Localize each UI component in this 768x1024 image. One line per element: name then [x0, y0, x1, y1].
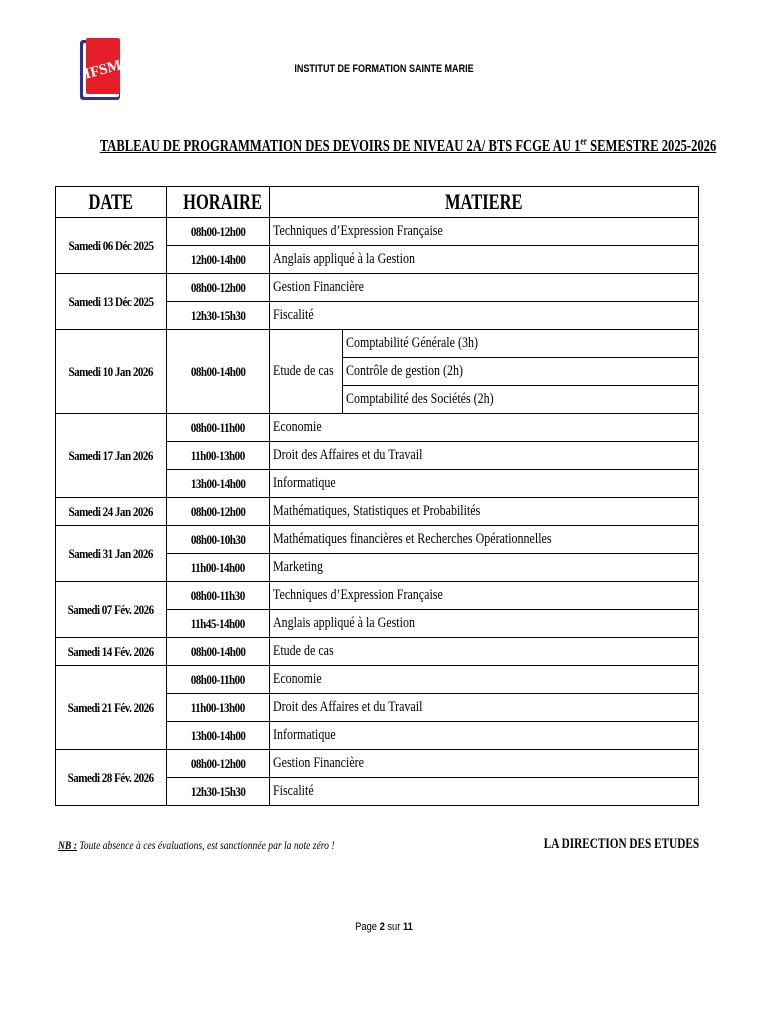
subject-cell: Mathématiques financières et Recherches Opérationnelles	[270, 526, 699, 554]
time-cell: 08h00-12h00	[167, 274, 270, 302]
date-cell: Samedi 28 Fév. 2026	[56, 750, 167, 806]
header-date: DATE	[56, 187, 167, 218]
table-row	[56, 414, 699, 442]
subject-cell: Droit des Affaires et du Travail	[270, 694, 699, 722]
nb-note	[58, 838, 335, 853]
time-cell: 11h00-13h00	[167, 694, 270, 722]
title-rest: SEMESTRE 2025-2026	[586, 136, 717, 155]
time-cell: 12h30-15h30	[167, 778, 270, 806]
date-cell: Samedi 24 Jan 2026	[56, 498, 167, 526]
subject-cell: Etude de cas	[270, 638, 699, 666]
subject-cell: Gestion Financière	[270, 750, 699, 778]
case-study-subject: Contrôle de gestion (2h)	[343, 358, 699, 386]
time-cell: 08h00-14h00	[167, 330, 270, 414]
date-cell: Samedi 17 Jan 2026	[56, 414, 167, 498]
time-cell: 08h00-12h00	[167, 218, 270, 246]
time-cell: 11h00-13h00	[167, 442, 270, 470]
date-cell: Samedi 13 Déc 2025	[56, 274, 167, 330]
case-study-subject: Comptabilité des Sociétés (2h)	[343, 386, 699, 414]
page-title	[99, 136, 717, 156]
case-study-label: Etude de cas	[270, 330, 343, 414]
time-cell: 08h00-10h30	[167, 526, 270, 554]
table-row	[56, 218, 699, 246]
date-cell: Samedi 06 Déc 2025	[56, 218, 167, 274]
date-cell: Samedi 10 Jan 2026	[56, 330, 167, 414]
header-horaire: HORAIRE	[167, 187, 270, 218]
time-cell: 12h30-15h30	[167, 302, 270, 330]
time-cell: 13h00-14h00	[167, 722, 270, 750]
time-cell: 08h00-11h00	[167, 414, 270, 442]
table-row	[56, 274, 699, 302]
time-cell: 08h00-11h30	[167, 582, 270, 610]
table-row	[56, 498, 699, 526]
case-study-subject: Comptabilité Générale (3h)	[343, 330, 699, 358]
date-cell: Samedi 31 Jan 2026	[56, 526, 167, 582]
header-matiere: MATIERE	[270, 187, 699, 218]
table-row	[56, 582, 699, 610]
subject-cell: Techniques d’Expression Française	[270, 582, 699, 610]
subject-cell: Droit des Affaires et du Travail	[270, 442, 699, 470]
time-cell: 11h45-14h00	[167, 610, 270, 638]
subject-cell: Fiscalité	[270, 302, 699, 330]
subject-cell: Informatique	[270, 722, 699, 750]
schedule-table	[55, 186, 699, 806]
table-row	[56, 526, 699, 554]
subject-cell: Mathématiques, Statistiques et Probabilités	[270, 498, 699, 526]
title-superscript: er	[580, 136, 587, 148]
table-row	[56, 750, 699, 778]
table-row	[56, 666, 699, 694]
date-cell: Samedi 14 Fév. 2026	[56, 638, 167, 666]
nb-text: Toute absence à ces évaluations, est sanctionnée par la note zéro !	[76, 838, 335, 852]
subject-cell: Anglais appliqué à la Gestion	[270, 246, 699, 274]
subject-cell: Fiscalité	[270, 778, 699, 806]
nb-label: NB :	[58, 838, 77, 852]
subject-cell: Anglais appliqué à la Gestion	[270, 610, 699, 638]
table-row	[56, 330, 699, 358]
subject-cell: Economie	[270, 414, 699, 442]
table-header-row	[56, 187, 699, 218]
page-number: Page 2 sur 11	[355, 921, 413, 933]
time-cell: 11h00-14h00	[167, 554, 270, 582]
institute-name: INSTITUT DE FORMATION SAINTE MARIE	[294, 63, 474, 75]
date-cell: Samedi 07 Fév. 2026	[56, 582, 167, 638]
time-cell: 08h00-12h00	[167, 498, 270, 526]
time-cell: 08h00-14h00	[167, 638, 270, 666]
date-cell: Samedi 21 Fév. 2026	[56, 666, 167, 750]
subject-cell: Economie	[270, 666, 699, 694]
svg-text:IFSM: IFSM	[82, 57, 124, 83]
subject-cell: Informatique	[270, 470, 699, 498]
subject-cell: Techniques d’Expression Française	[270, 218, 699, 246]
direction-signature: LA DIRECTION DES ETUDES	[543, 836, 699, 852]
time-cell: 08h00-11h00	[167, 666, 270, 694]
subject-cell: Gestion Financière	[270, 274, 699, 302]
subject-cell: Marketing	[270, 554, 699, 582]
time-cell: 13h00-14h00	[167, 470, 270, 498]
title-main: TABLEAU DE PROGRAMMATION DES DEVOIRS DE NIVEAU 2A/ BTS FCGE AU 1	[99, 136, 581, 155]
time-cell: 12h00-14h00	[167, 246, 270, 274]
table-row	[56, 638, 699, 666]
time-cell: 08h00-12h00	[167, 750, 270, 778]
schedule-body	[56, 218, 699, 806]
